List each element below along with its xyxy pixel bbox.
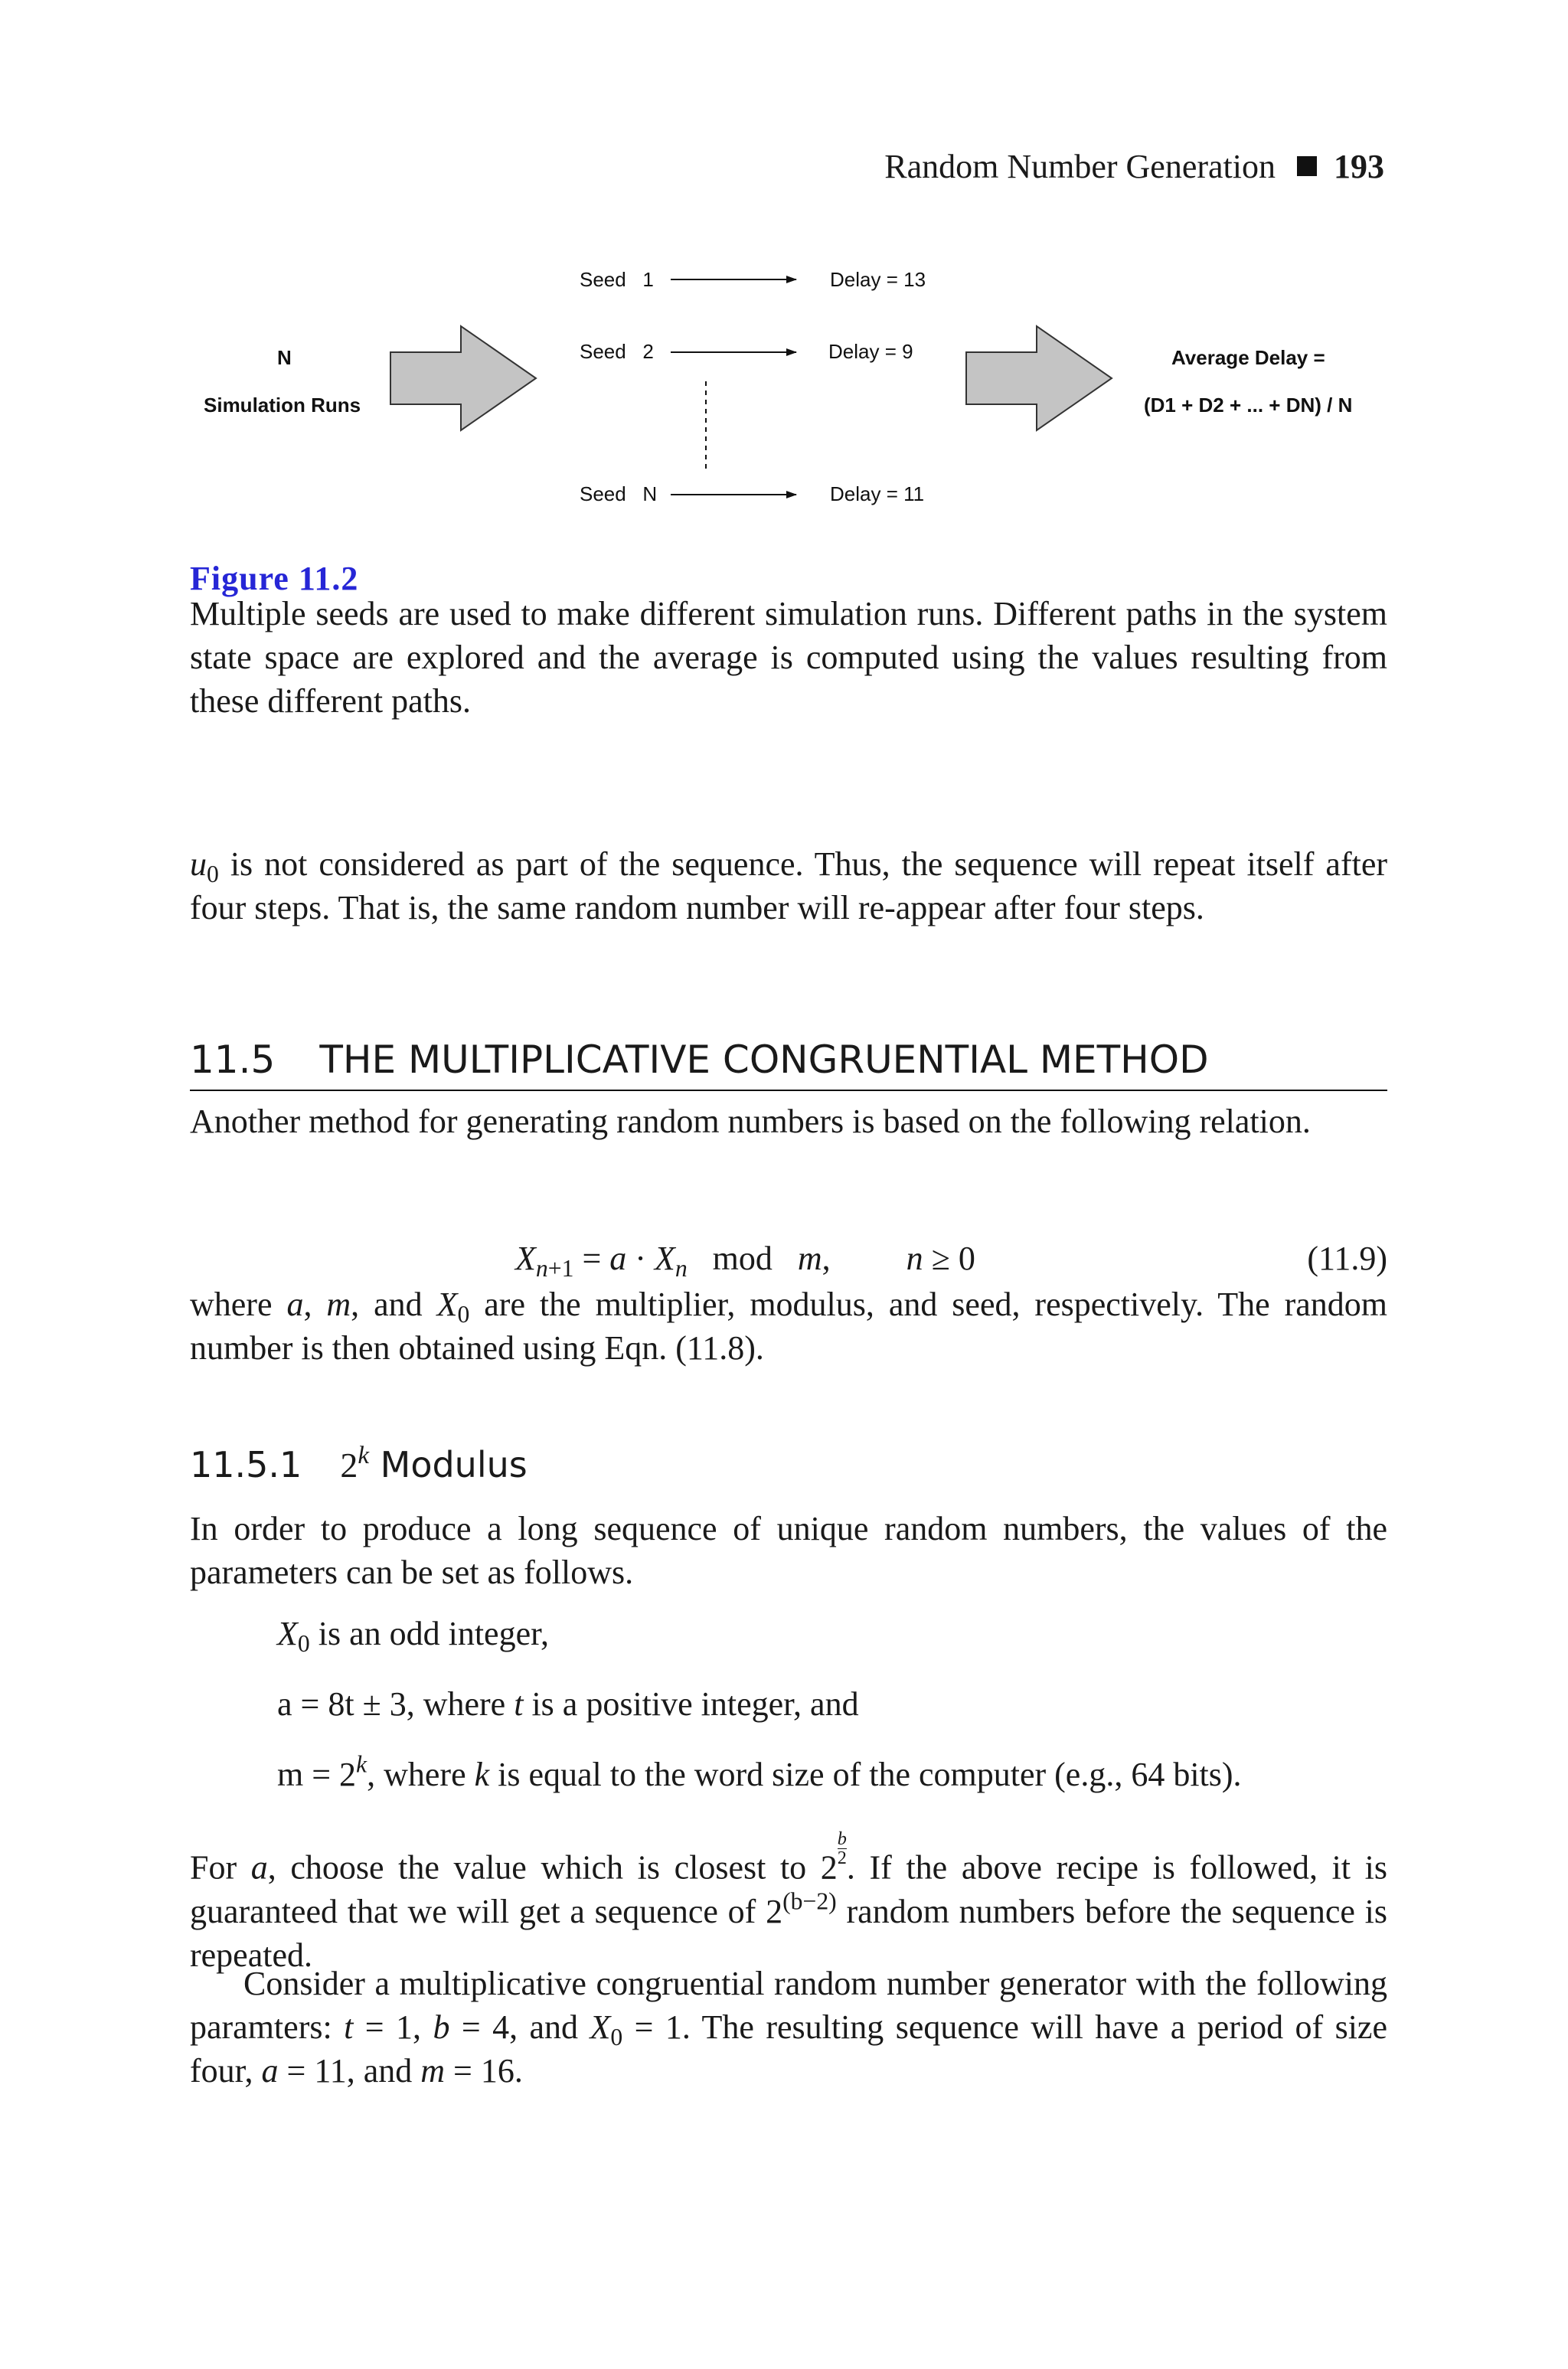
paragraph-u0	[190, 842, 1387, 930]
paragraph-relation: Another method for generating random numbers is based on the following relation.	[190, 1103, 1311, 1140]
figure-caption-text: Multiple seeds are used to make different simulation runs. Different paths in the system state space are explored and the average is computed using the values resulting from these different paths.	[190, 595, 1387, 720]
figure-caption-title: Figure 11.2	[190, 560, 359, 597]
condition-a: a = 8t ± 3, where t is a positive integer, and	[277, 1685, 859, 1723]
running-header	[190, 147, 1384, 193]
section-title: THE MULTIPLICATIVE CONGRUENTIAL METHOD	[319, 1037, 1209, 1082]
section-heading	[190, 1037, 1387, 1091]
paragraph-example: Consider a multiplicative congruential random number generator with the following paramters: t = 1, b = 4, and $X_0 = 1$. The resulting sequence will have a period of size four, a = 11, and m = 16.	[190, 1965, 1387, 2090]
running-title: Random Number Generation	[884, 148, 1276, 185]
header-square-icon	[1297, 156, 1317, 176]
page-number: 193	[1334, 148, 1384, 185]
label-seed-1: Seed 1	[580, 268, 654, 291]
label-average-delay: Average Delay =	[1171, 346, 1325, 369]
big-arrow-left	[390, 326, 536, 430]
paragraph-parameters: In order to produce a long sequence of unique random numbers, the values of the parameters can be set as follows.	[190, 1510, 1387, 1591]
paragraph-where: where a, m, and $X_0$ are the multiplier, modulus, and seed, respectively. The random number is then obtained using Eqn. (11.8).	[190, 1286, 1388, 1367]
label-delay-2: Delay = 9	[828, 340, 913, 363]
label-seed-2: Seed 2	[580, 340, 654, 363]
big-arrow-right	[966, 326, 1112, 430]
label-simulation-runs: Simulation Runs	[204, 394, 361, 417]
sub-0: 0	[207, 860, 219, 887]
label-delay-n: Delay = 11	[830, 482, 925, 505]
label-delay-1: Delay = 13	[830, 268, 926, 291]
paragraph-u0-text: is not considered as part of the sequence. Thus, the sequence will repeat itself after four steps. That is, the same random number will re-appear after four steps.	[190, 845, 1387, 926]
equation-11-9	[190, 1239, 1387, 1285]
equation-number: (11.9)	[1307, 1240, 1387, 1277]
label-average-formula: (D1 + D2 + ... + DN) / N	[1144, 394, 1353, 417]
condition-m: $m = 2^k$, where k is equal to the word size of the computer (e.g., 64 bits).	[277, 1750, 1242, 1793]
paragraph-choose-a: For a, choose the value which is closest to 2 $\frac{b}{2}$ . If the above recipe is followed, it is guaranteed that we will get a sequence of $2^{(b-2)}$ random numbers before the sequence is repeated.	[190, 1828, 1388, 1974]
section-number: 11.5	[190, 1037, 276, 1082]
condition-x0: $X_0$ is an odd integer,	[277, 1615, 550, 1657]
figure-diagram	[0, 253, 1568, 536]
fraction-b-over-2: $\frac{b}{2}$	[837, 1828, 847, 1869]
var-u: u	[190, 845, 207, 883]
label-seed-n: Seed N	[580, 482, 658, 505]
subsection-heading	[190, 1440, 528, 1485]
equation-body: $X_{n+1} = a \cdot X_n$ mod m, n ≥ 0	[515, 1240, 975, 1282]
subsection-number: 11.5.1	[190, 1444, 302, 1485]
subsection-base: 2$^k$	[340, 1440, 370, 1485]
label-n: N	[277, 346, 292, 369]
subsection-title: Modulus	[369, 1444, 528, 1485]
